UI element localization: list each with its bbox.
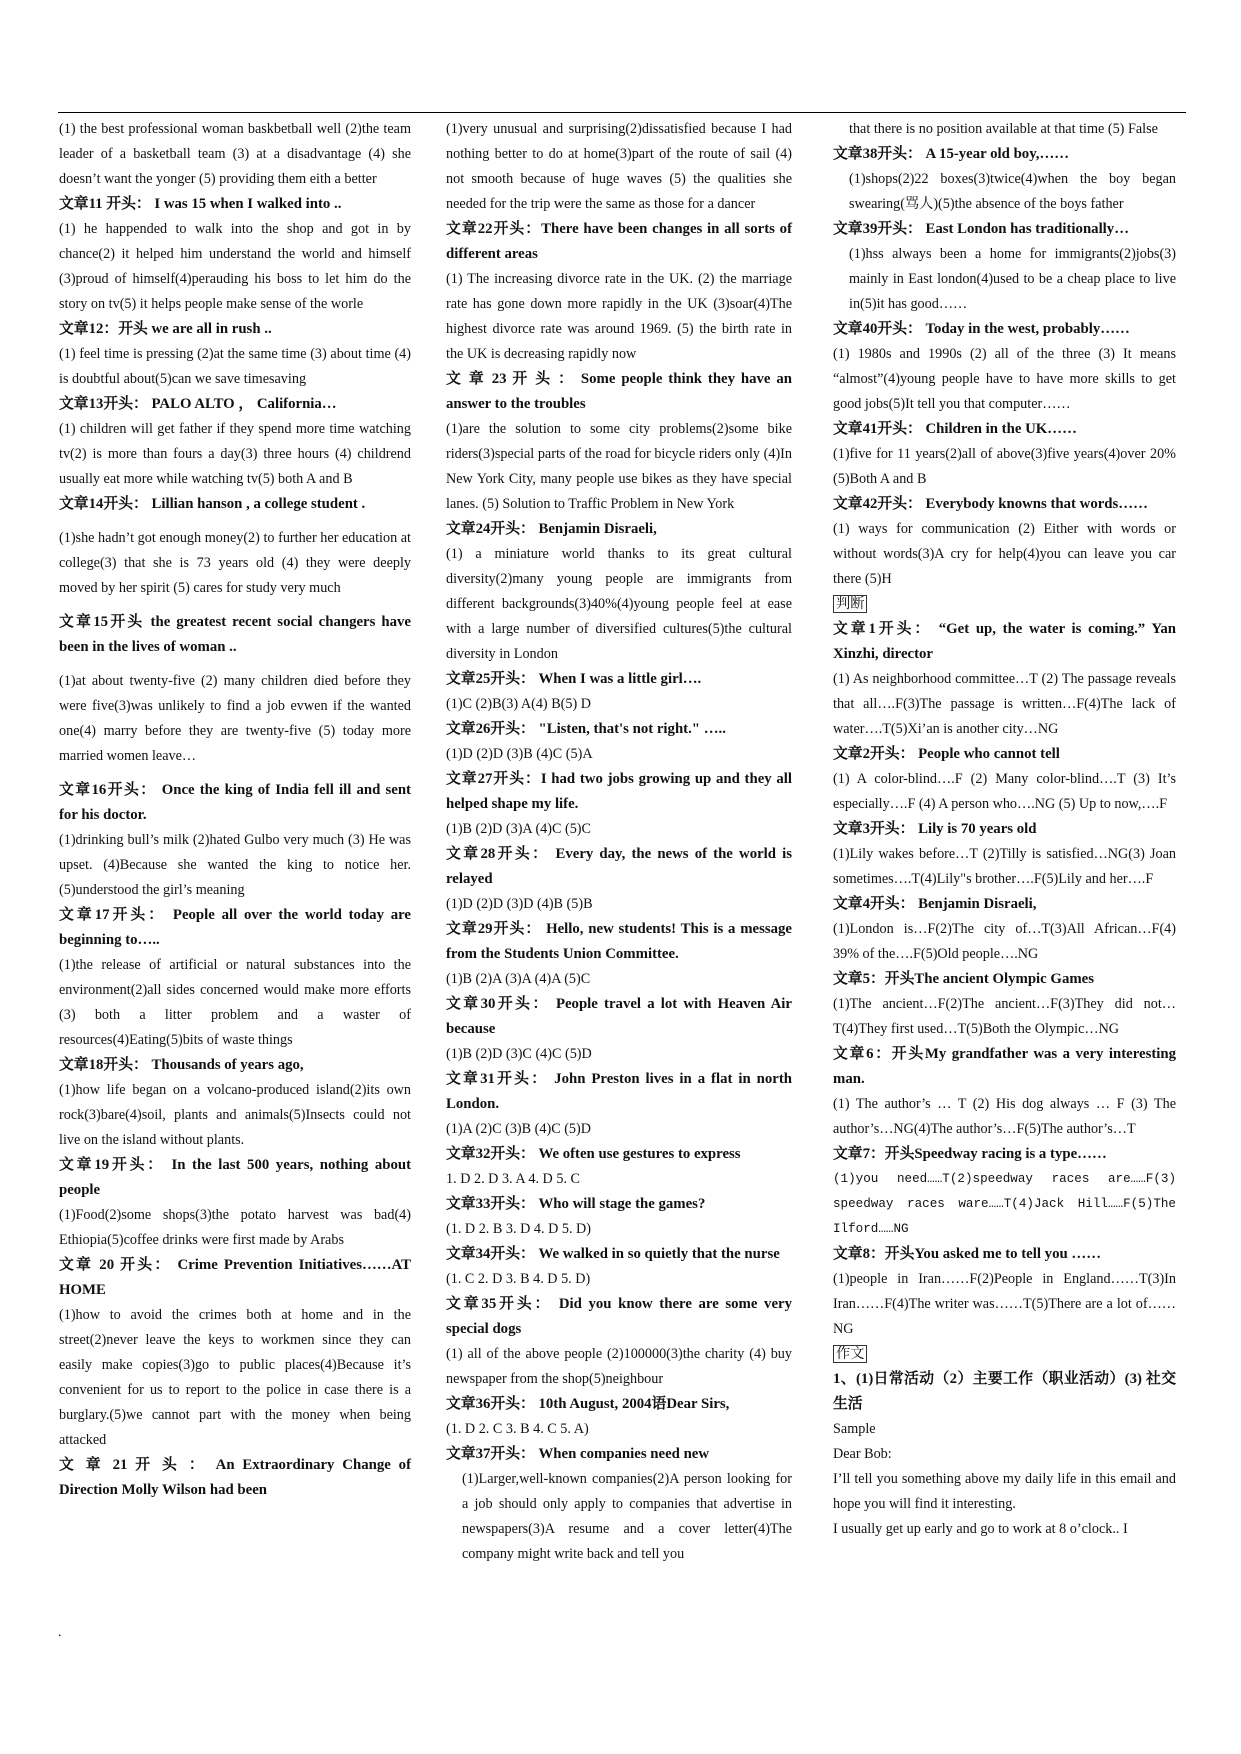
article-heading: 文章29开头： Hello, new students! This is a message from the Students Union Committee. (446, 921, 792, 962)
answer-text: (1)are the solution to some city problems(2)some bike riders(3)special parts of the road for bicycle riders only (4)In New York City, many people use bikes as they have special lanes. (5) Solution to Traffic Problem in New York (446, 421, 792, 512)
answer-text: (1)hss always been a home for immigrants(2)jobs(3) mainly in East london(4)used to be a cheap place to live in(5)it has good…… (849, 246, 1176, 312)
section-label (833, 1342, 1176, 1367)
answer-text: (1)she hadn’t got enough money(2) to further her education at college(3) that she is 73 years old (4) they were deeply moved by her spirit (5) cares for study very much (59, 530, 411, 596)
article-heading: 文章13开头： PALO ALTO ， California… (59, 396, 337, 412)
section-label-box: 作文 (833, 1345, 867, 1363)
article-heading: 文章36开头： 10th August, 2004语Dear Sirs, (446, 1396, 730, 1412)
answer-text: (1)how to avoid the crimes both at home and in the street(2)never leave the keys to workmen since they can easily make copies(3)go to public places(4)Because it’s convenient for us to report to the police in case there is a burglary.(5)we cannot part with the money when being attacked (59, 1307, 411, 1448)
answer-text: (1)B (2)D (3)C (4)C (5)D (446, 1046, 592, 1062)
answer-text: (1)very unusual and surprising(2)dissatisfied because I had nothing better to do at home(3)part of the route of sail (4) not smooth because of huge waves (5) the qualities she needed for the trip were the same as those for a dancer (446, 121, 792, 212)
answer-text: that there is no position available at that time (5) False (849, 121, 1158, 137)
article-heading: 文 章 23 开 头 ： Some people think they have an answer to the troubles (446, 371, 792, 412)
answer-text: (1)The ancient…F(2)The ancient…F(3)They did not… T(4)They first used…T(5)Both the Olympic…NG (833, 996, 1176, 1037)
answer-text: (1) a miniature world thanks to its great cultural diversity(2)many young people are immigrants from different backgrounds(3)40%(4)young people feel at ease with a large number of diversified cultures(5)the cultural diversity in London (446, 546, 792, 662)
article-heading: 文章1开头： “Get up, the water is coming.” Yan Xinzhi, director (833, 621, 1176, 662)
article-heading: 文章27开头：I had two jobs growing up and they all helped shape my life. (446, 771, 792, 812)
article-heading: 文章35开头： Did you know there are some very special dogs (446, 1296, 792, 1337)
answer-text: (1)D (2)D (3)D (4)B (5)B (446, 896, 593, 912)
answer-text: (1)shops(2)22 boxes(3)twice(4)when the boy began swearing(骂人)(5)the absence of the boys father (849, 171, 1176, 212)
column-left (59, 117, 411, 1503)
answer-text: (1. D 2. B 3. D 4. D 5. D) (446, 1221, 592, 1237)
article-heading: 文章40开头： Today in the west, probably…… (833, 321, 1130, 337)
answer-text: (1) the best professional woman baskbetball well (2)the team leader of a basketball team (3) at a disadvantage (4) she doesn’t want the yonger (5) providing them eith a better (59, 121, 411, 187)
article-heading: 文章3开头： Lily is 70 years old (833, 821, 1037, 837)
answer-text: (1)London is…F(2)The city of…T(3)All African…F(4) 39% of the….F(5)Old people….NG (833, 921, 1176, 962)
answer-text: (1)Food(2)some shops(3)the potato harvest was bad(4) Ethiopia(5)coffee drinks were first made by Arabs (59, 1207, 411, 1248)
article-heading: 文章4开头： Benjamin Disraeli, (833, 896, 1037, 912)
answer-text: Sample (833, 1421, 876, 1437)
answer-text: Dear Bob: (833, 1446, 892, 1462)
answer-text: (1)Lily wakes before…T (2)Tilly is satisfied…NG(3) Joan sometimes….T(4)Lily"s brother….F(5)Lily and her….F (833, 846, 1176, 887)
article-heading: 文章33开头： Who will stage the games? (446, 1196, 706, 1212)
column-middle (446, 117, 792, 1567)
answer-text: (1)the release of artificial or natural substances into the environment(2)all sides concerned would make more efforts (3) both a litter problem and a waster of resources(4)Eating(5)bits of waste things (59, 957, 411, 1048)
section-label-box: 判断 (833, 595, 867, 613)
answer-text: (1. D 2. C 3. B 4. C 5. A) (446, 1421, 589, 1437)
answer-text: (1)B (2)A (3)A (4)A (5)C (446, 971, 591, 987)
article-heading: 文章26开头： "Listen, that's not right." ….. (446, 721, 726, 737)
article-heading: 文章5：开头The ancient Olympic Games (833, 971, 1094, 987)
article-heading: 文章24开头： Benjamin Disraeli, (446, 521, 657, 537)
answer-text: (1) all of the above people (2)100000(3)the charity (4) buy newspaper from the shop(5)neighbour (446, 1346, 792, 1387)
answer-text: (1)at about twenty-five (2) many children died before they were five(3)was unlikely to find a job evwen if the wanted one(4) marry before they are twenty-five (5) today more married women leave… (59, 673, 411, 764)
article-heading: 文章39开头： East London has traditionally… (833, 221, 1129, 237)
article-heading: 文章41开头： Children in the UK…… (833, 421, 1077, 437)
article-heading: 文章31开头： John Preston lives in a flat in north London. (446, 1071, 792, 1112)
article-heading: 文章 20 开头： Crime Prevention Initiatives……AT HOME (59, 1257, 411, 1298)
article-heading: 文章42开头： Everybody knowns that words…… (833, 496, 1148, 512)
article-heading: 文章37开头： When companies need new (446, 1446, 710, 1462)
article-heading: 文章14开头： Lillian hanson , a college student . (59, 496, 366, 512)
answer-text: (1. C 2. D 3. B 4. D 5. D) (446, 1271, 591, 1287)
article-heading: 文 章 21 开 头 ： An Extraordinary Change of Direction Molly Wilson had been (59, 1457, 411, 1498)
article-heading: 文章11 开头： I was 15 when I walked into .. (59, 196, 342, 212)
answer-text: (1)D (2)D (3)B (4)C (5)A (446, 746, 593, 762)
answer-text: (1)drinking bull’s milk (2)hated Gulbo very much (3) He was upset. (4)Because she wanted the king to notice her.(5)understood the girl’s meaning (59, 832, 411, 898)
section-label (833, 592, 1176, 617)
answer-text: (1) feel time is pressing (2)at the same time (3) about time (4) is doubtful about(5)can we save timesaving (59, 346, 411, 387)
article-heading: 文章17开头： People all over the world today are beginning to….. (59, 907, 411, 948)
answer-text: (1) The increasing divorce rate in the UK. (2) the marriage rate has gone down more rapidly in the UK (3)soar(4)The highest divorce rate was around 1969. (5) the birth rate in the UK is decreasing rapidly now (446, 271, 792, 362)
column-right (833, 117, 1176, 1542)
answer-text: I usually get up early and go to work at 8 o’clock.. I (833, 1521, 1128, 1537)
article-heading: 文章2开头： People who cannot tell (833, 746, 1060, 762)
answer-text: (1)B (2)D (3)A (4)C (5)C (446, 821, 591, 837)
answer-text: I’ll tell you something above my daily life in this email and hope you will find it interesting. (833, 1471, 1176, 1512)
answer-text: (1)Larger,well-known companies(2)A person looking for a job should only apply to companies that advertise in newspapers(3)A resume and a cover letter(4)The company might write back and tell you (462, 1471, 792, 1562)
answer-text: (1)you need……T(2)speedway races are……F(3) speedway races ware……T(4)Jack Hill……F(5)The Ilford……NG (833, 1172, 1176, 1236)
article-heading: 文章19开头： In the last 500 years, nothing about people (59, 1157, 411, 1198)
answer-text: (1)people in Iran……F(2)People in England……T(3)In Iran……F(4)The writer was……T(5)There are a lot of……NG (833, 1271, 1176, 1337)
answer-text: (1) he happended to walk into the shop and got in by chance(2) it helped him understand the world and himself (3)proud of himself(4)perauding his boss to let him do the story on tv(5) it helps people make sense of the worle (59, 221, 411, 312)
answer-text: (1) The author’s … T (2) His dog always … F (3) The author’s…NG(4)The author’s…F(5)The author’s…T (833, 1096, 1176, 1137)
answer-text: (1) children will get father if they spend more time watching tv(2) is more than fours a day(3) three hours (4) childrend usually eat more while watching tv(5) both A and B (59, 421, 411, 487)
answer-text: (1)five for 11 years(2)all of above(3)five years(4)over 20%(5)Both A and B (833, 446, 1176, 487)
article-heading: 文章18开头： Thousands of years ago, (59, 1057, 304, 1073)
article-heading: 文章25开头： When I was a little girl…. (446, 671, 702, 687)
article-heading: 1、(1)日常活动（2）主要工作（职业活动）(3) 社交生活 (833, 1371, 1176, 1412)
answer-text: (1)how life began on a volcano-produced island(2)its own rock(3)bare(4)soil, plants and animals(5)Insects could not live on the island without plants. (59, 1082, 411, 1148)
footer-dot: . (58, 1625, 62, 1640)
answer-text: (1) ways for communication (2) Either with words or without words(3)A cry for help(4)you can leave you car there (5)H (833, 521, 1176, 587)
answer-text: 1. D 2. D 3. A 4. D 5. C (446, 1171, 581, 1187)
answer-text: (1) 1980s and 1990s (2) all of the three (3) It means “almost”(4)young people have to have more skills to get good jobs(5)It tell you that computer…… (833, 346, 1176, 412)
article-heading: 文章6：开头My grandfather was a very interesting man. (833, 1046, 1176, 1087)
answer-text: (1)C (2)B(3) A(4) B(5) D (446, 696, 591, 712)
article-heading: 文章16开头： Once the king of India fell ill and sent for his doctor. (59, 782, 411, 823)
article-heading: 文章7：开头Speedway racing is a type…… (833, 1146, 1107, 1162)
answer-text: (1) As neighborhood committee…T (2) The passage reveals that all….F(3)The passage is written…F(4)The lack of water….T(5)Xi’an is another city…NG (833, 671, 1176, 737)
article-heading: 文章22开头：There have been changes in all sorts of different areas (446, 221, 792, 262)
article-heading: 文章12：开头 we are all in rush .. (59, 321, 272, 337)
article-heading: 文章28开头： Every day, the news of the world is relayed (446, 846, 792, 887)
article-heading: 文章15开头 the greatest recent social changers have been in the lives of woman .. (59, 614, 411, 655)
article-heading: 文章30开头： People travel a lot with Heaven Air because (446, 996, 792, 1037)
article-heading: 文章32开头： We often use gestures to express (446, 1146, 741, 1162)
article-heading: 文章8：开头You asked me to tell you …… (833, 1246, 1101, 1262)
article-heading: 文章34开头： We walked in so quietly that the nurse (446, 1246, 780, 1262)
top-rule (58, 112, 1186, 113)
answer-text: (1) A color-blind….F (2) Many color-blind….T (3) It’s especially….F (4) A person who….NG (5) Up to now,….F (833, 771, 1176, 812)
article-heading: 文章38开头： A 15-year old boy,…… (833, 146, 1070, 162)
answer-text: (1)A (2)C (3)B (4)C (5)D (446, 1121, 591, 1137)
